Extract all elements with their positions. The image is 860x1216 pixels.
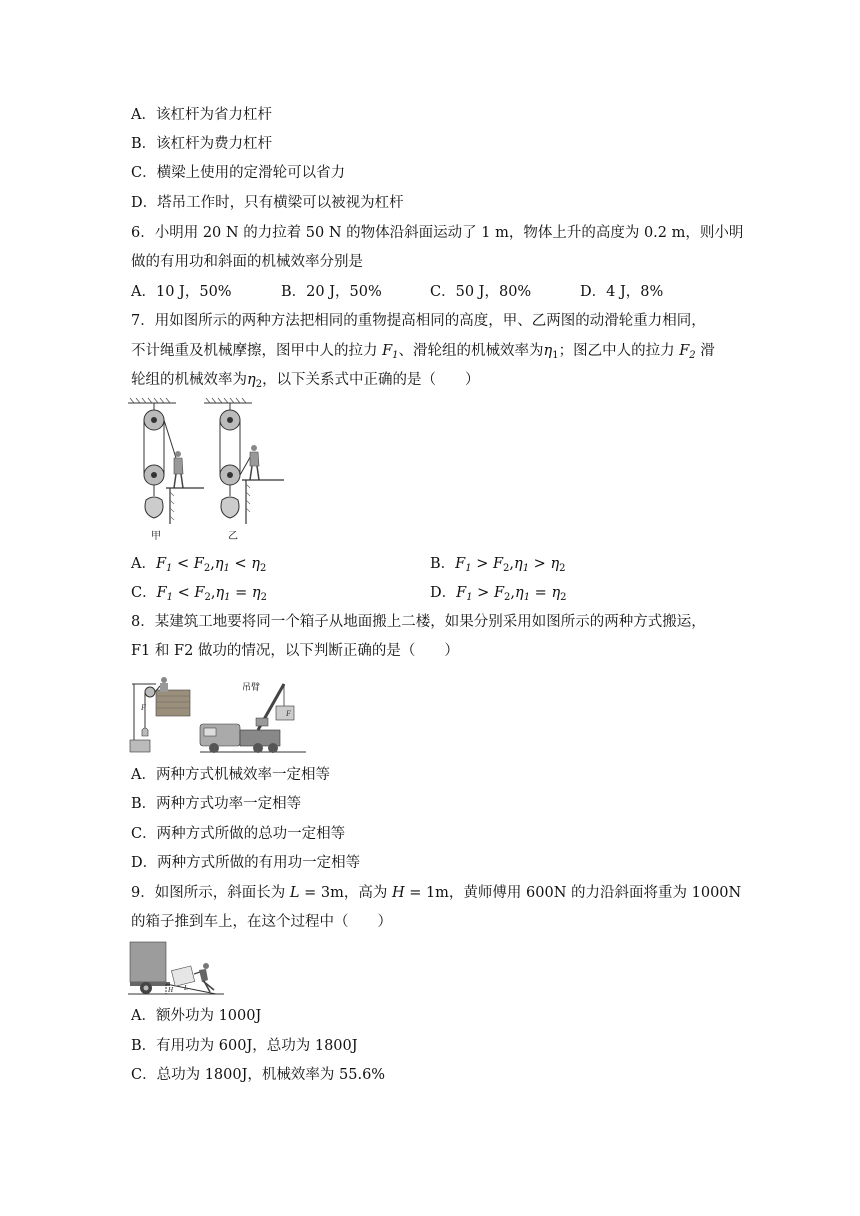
q8-option-b: B．两种方式功率一定相等 <box>131 796 302 812</box>
q7-pulley-figure <box>128 396 288 544</box>
q8-option-c: C．两种方式所做的总功一定相等 <box>131 826 346 842</box>
q5-option-c: C．横梁上使用的定滑轮可以省力 <box>131 165 346 181</box>
q9-stem-line1: 9．如图所示，斜面长为 L = 3m，高为 H = 1m，黄师傅用 600N 的力沿斜面将重为 1000N <box>131 885 742 901</box>
q9-stem-line2: 的箱子推到车上，在这个过程中（ ） <box>131 914 392 930</box>
q7-option-a: A．$F_1 < F_2,\eta_1 < \eta_2$ <box>131 556 267 574</box>
q9-incline-figure <box>128 940 228 998</box>
q7-stem-line1: 7．用如图所示的两种方法把相同的重物提高相同的高度，甲、乙两图的动滑轮重力相同， <box>131 313 706 329</box>
q8-lifting-figure <box>128 672 308 754</box>
q7-fig-label-yi: 乙 <box>228 531 238 542</box>
q8-fig-label-boom: 吊臂 <box>242 683 261 693</box>
q8-option-a: A．两种方式机械效率一定相等 <box>131 767 330 783</box>
q8-stem-line2: F1 和 F2 做功的情况，以下判断正确的是（ ） <box>131 643 459 659</box>
q7-option-d: D．$F_1 > F_2,\eta_1 = \eta_2$ <box>430 585 567 603</box>
q9-option-a: A．额外功为 1000J <box>131 1008 262 1024</box>
svg-text:L: L <box>184 984 188 992</box>
q6-option-a: A．10 J，50% <box>131 284 232 300</box>
q6-option-b: B．20 J，50% <box>281 284 382 300</box>
svg-text:F: F <box>141 703 146 712</box>
svg-text:F: F <box>286 709 291 718</box>
q6-option-d: D．4 J，8% <box>580 284 664 300</box>
q9-option-c: C．总功为 1800J，机械效率为 55.6% <box>131 1067 386 1083</box>
q5-option-a: A．该杠杆为省力杠杆 <box>131 107 272 123</box>
q7-stem-line3: 轮组的机械效率为$\eta_2$，以下关系式中正确的是（ ） <box>131 372 480 390</box>
q6-stem-line2: 做的有用功和斜面的机械效率分别是 <box>131 254 363 270</box>
q8-option-d: D．两种方式所做的有用功一定相等 <box>131 855 361 871</box>
q5-option-d: D．塔吊工作时，只有横梁可以被视为杠杆 <box>131 195 404 211</box>
q9-option-b: B．有用功为 600J，总功为 1800J <box>131 1038 358 1054</box>
q8-stem-line1: 8．某建筑工地要将同一个箱子从地面搬上二楼，如果分别采用如图所示的两种方式搬运， <box>131 614 706 630</box>
q5-option-b: B．该杠杆为费力杠杆 <box>131 136 273 152</box>
svg-text:H: H <box>168 986 174 994</box>
q7-stem-line2: 不计绳重及机械摩擦，图甲中人的拉力 $F_1$、滑轮组的机械效率为$\eta_1$；图乙中人的拉力 $F_2$ 滑 <box>131 343 715 361</box>
q6-option-c: C．50 J，80% <box>430 284 532 300</box>
q6-stem-line1: 6．小明用 20 N 的力拉着 50 N 的物体沿斜面运动了 1 m，物体上升的高度为 0.2 m，则小明 <box>131 225 744 241</box>
q7-option-b: B．$F_1 > F_2,\eta_1 > \eta_2$ <box>430 556 566 574</box>
q7-option-c: C．$F_1 < F_2,\eta_1 = \eta_2$ <box>131 585 267 603</box>
q7-fig-label-jia: 甲 <box>151 531 161 542</box>
